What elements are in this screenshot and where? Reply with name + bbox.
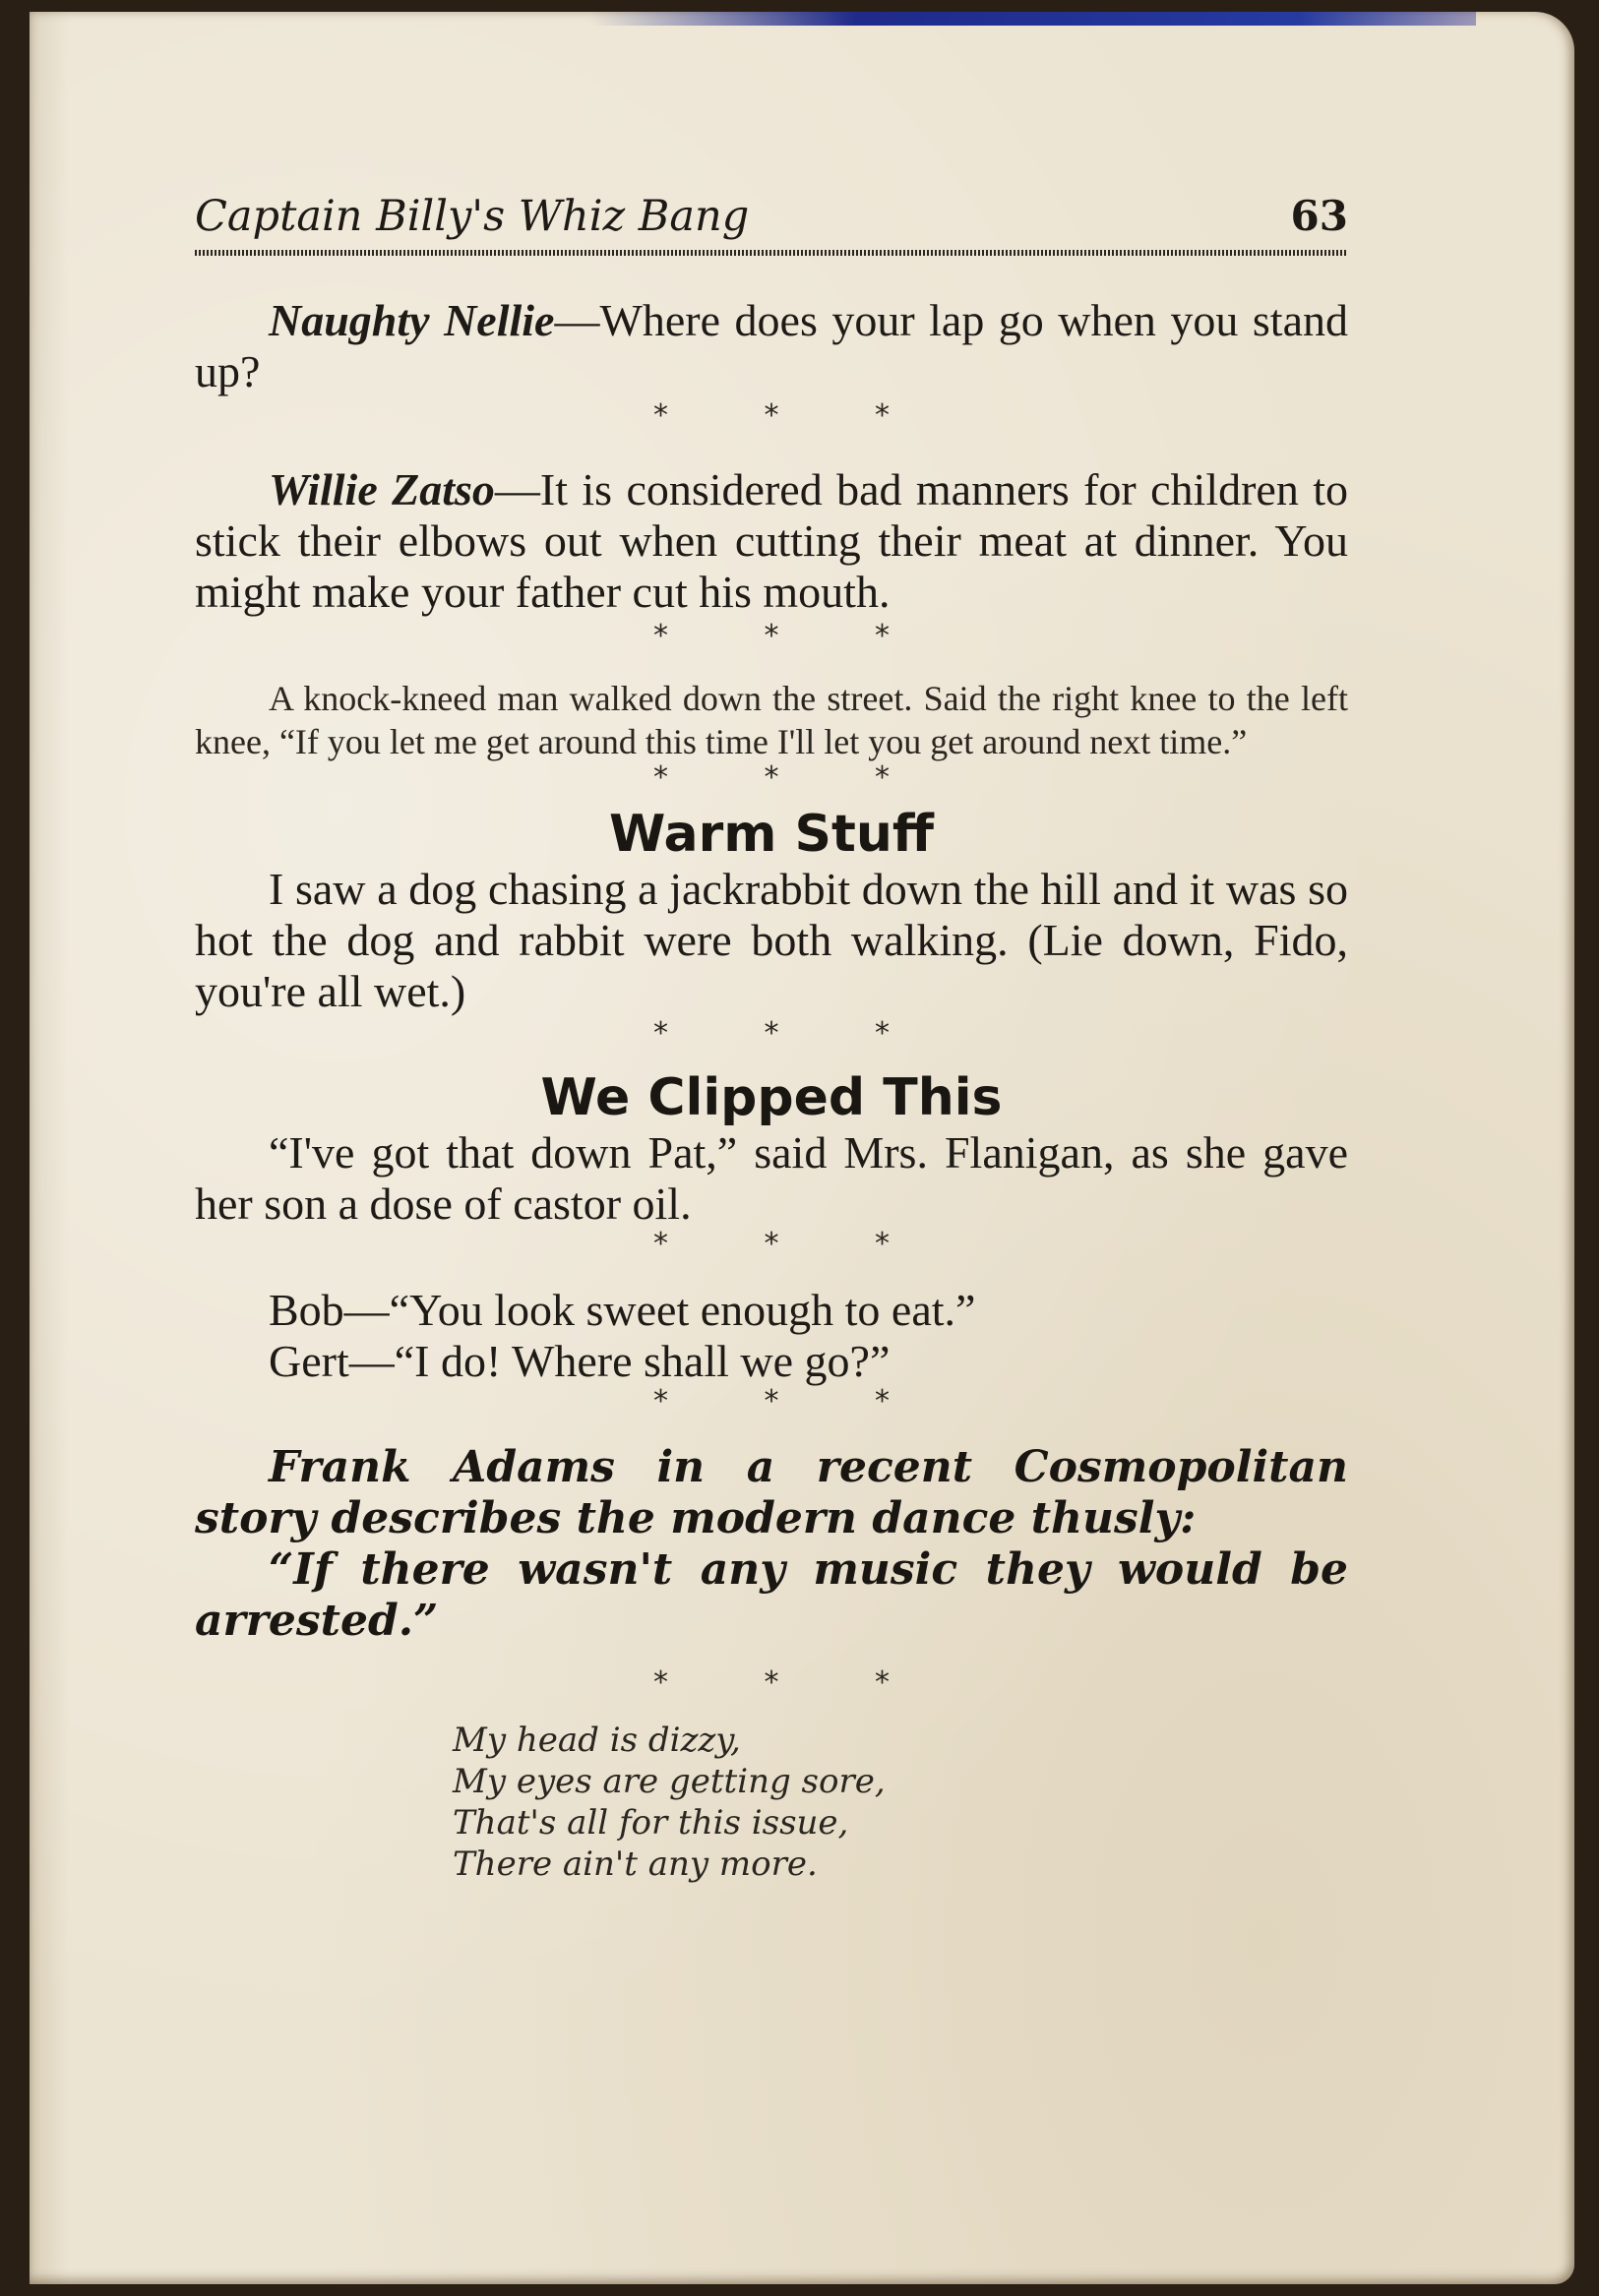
dialogue-gert: Gert—“I do! Where shall we go?” — [269, 1336, 891, 1386]
frank-adams-intro: Frank Adams in a recent Cosmopolitan story describes the modern dance thusly: — [195, 1442, 1348, 1543]
dialogue-bob: Bob—“You look sweet enough to eat.” — [269, 1285, 976, 1335]
binding-edge — [590, 12, 1476, 26]
joke-text: —It is considered bad manners for children to stick their elbows out when cutting their meat at dinner. You might make your father cut his mouth. — [195, 464, 1348, 617]
separator: * * * — [652, 398, 934, 433]
page-content — [195, 295, 1348, 1885]
page-header — [195, 192, 1348, 241]
poem-line: That's all for this issue, — [453, 1803, 849, 1843]
joke-lead: Naughty Nellie — [269, 295, 555, 345]
separator: * * * — [652, 619, 934, 653]
separator: * * * — [652, 1227, 934, 1261]
header-rule — [195, 250, 1348, 256]
separator: * * * — [652, 760, 934, 795]
separator: * * * — [652, 1384, 934, 1419]
joke-knock-kneed: A knock-kneed man walked down the street. Said the right knee to the left knee, “If you let me get around this time I'll let you get around next time.” — [195, 679, 1348, 761]
heading-warm-stuff: Warm Stuff — [609, 805, 934, 864]
page-number: 63 — [1290, 192, 1348, 240]
poem-line: My head is dizzy, — [453, 1721, 741, 1760]
joke-warm-stuff: I saw a dog chasing a jackrabbit down the hill and it was so hot the dog and rabbit were both walking. (Lie down, Fido, you're all wet.) — [195, 864, 1348, 1016]
poem-line: There ain't any more. — [453, 1844, 818, 1884]
joke-text: —Where does your lap go when you stand up? — [195, 295, 1348, 396]
joke-willie-zatso — [195, 464, 1348, 618]
poem-line: My eyes are getting sore, — [453, 1762, 886, 1801]
separator: * * * — [652, 1665, 934, 1700]
frank-adams-quote: “If there wasn't any music they would be arrested.” — [195, 1544, 1348, 1646]
heading-we-clipped-this: We Clipped This — [540, 1068, 1003, 1127]
closing-poem — [195, 1720, 1348, 1885]
joke-lead: Willie Zatso — [269, 464, 495, 514]
separator: * * * — [652, 1016, 934, 1051]
running-title: Captain Billy's Whiz Bang — [195, 192, 750, 241]
joke-naughty-nellie — [195, 295, 1348, 397]
joke-clipped: “I've got that down Pat,” said Mrs. Flanigan, as she gave her son a dose of castor oil. — [195, 1127, 1348, 1229]
